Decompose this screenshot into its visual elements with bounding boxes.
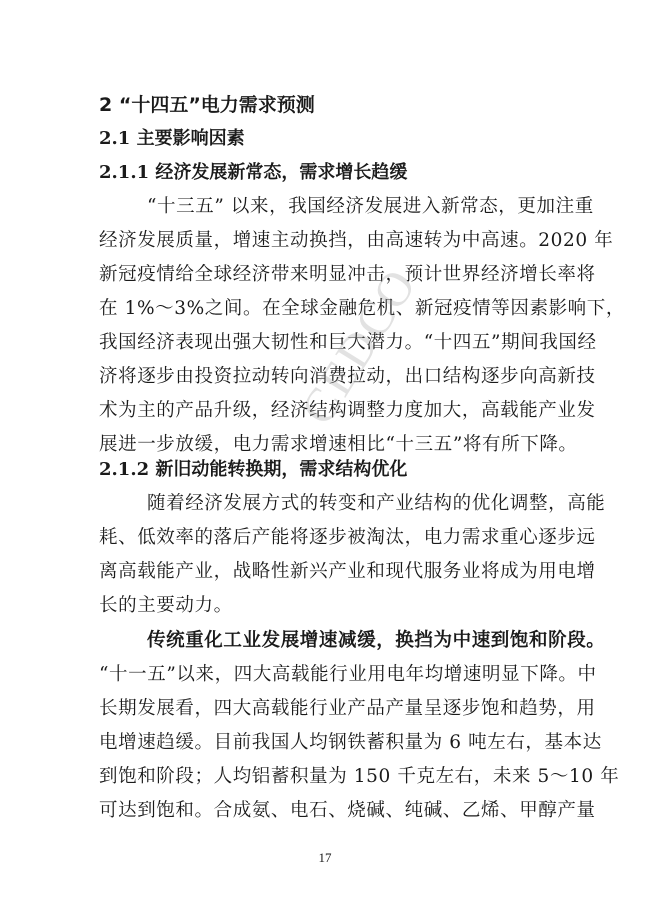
chapter-heading: 2 “十四五”电力需求预测 <box>99 94 315 116</box>
paragraph-line: 到饱和阶段；人均铝蓄积量为 150 千克左右，未来 5～10 年 <box>99 766 620 787</box>
paragraph-line: 我国经济表现出强大韧性和巨大潜力。“十四五”期间我国经 <box>99 332 597 353</box>
paragraph-line: 离高载能产业，战略性新兴产业和现代服务业将成为用电增 <box>99 561 596 582</box>
paragraph-line: 长的主要动力。 <box>99 595 233 616</box>
paragraph-line: 随着经济发展方式的转变和产业结构的优化调整，高能 <box>147 493 606 514</box>
bold-lead-sentence: 传统重化工业发展增速减缓，换挡为中速到饱和阶段。 <box>147 630 606 651</box>
paragraph-line: “十三五” 以来，我国经济发展进入新常态，更加注重 <box>147 196 594 217</box>
paragraph-line: 新冠疫情给全球经济带来明显冲击，预计世界经济增长率将 <box>99 264 596 285</box>
paragraph-line: 可达到饱和。合成氨、电石、烧碱、纯碱、乙烯、甲醇产量 <box>99 800 596 821</box>
paragraph-line: 济将逐步由投资拉动转向消费拉动，出口结构逐步向高新技 <box>99 366 596 387</box>
paragraph-line: 长期发展看，四大高载能行业产品产量呈逐步饱和趋势，用 <box>99 698 596 719</box>
paragraph-line: 展进一步放缓，电力需求增速相比“十三五”将有所下降。 <box>99 434 578 455</box>
paragraph-line: 电增速趋缓。目前我国人均钢铁蓄积量为 6 吨左右，基本达 <box>99 732 602 753</box>
page-number: 17 <box>318 850 332 865</box>
paragraph-line: 在 1%～3%之间。在全球金融危机、新冠疫情等因素影响下， <box>99 298 625 319</box>
subsection-heading-2: 2.1.2 新旧动能转换期，需求结构优化 <box>99 459 408 480</box>
paragraph-line: 经济发展质量，增速主动换挡，由高速转为中高速。2020 年 <box>99 230 614 251</box>
watermark: CEDCO <box>290 259 428 434</box>
subsection-heading-1: 2.1.1 经济发展新常态，需求增长趋缓 <box>99 162 408 183</box>
paragraph-line: 术为主的产品升级，经济结构调整力度加大，高载能产业发 <box>99 400 596 421</box>
section-heading: 2.1 主要影响因素 <box>99 128 245 149</box>
paragraph-line: 耗、低效率的落后产能将逐步被淘汰，电力需求重心逐步远 <box>99 527 596 548</box>
paragraph-line: “十一五”以来，四大高载能行业用电年均增速明显下降。中 <box>99 664 597 685</box>
